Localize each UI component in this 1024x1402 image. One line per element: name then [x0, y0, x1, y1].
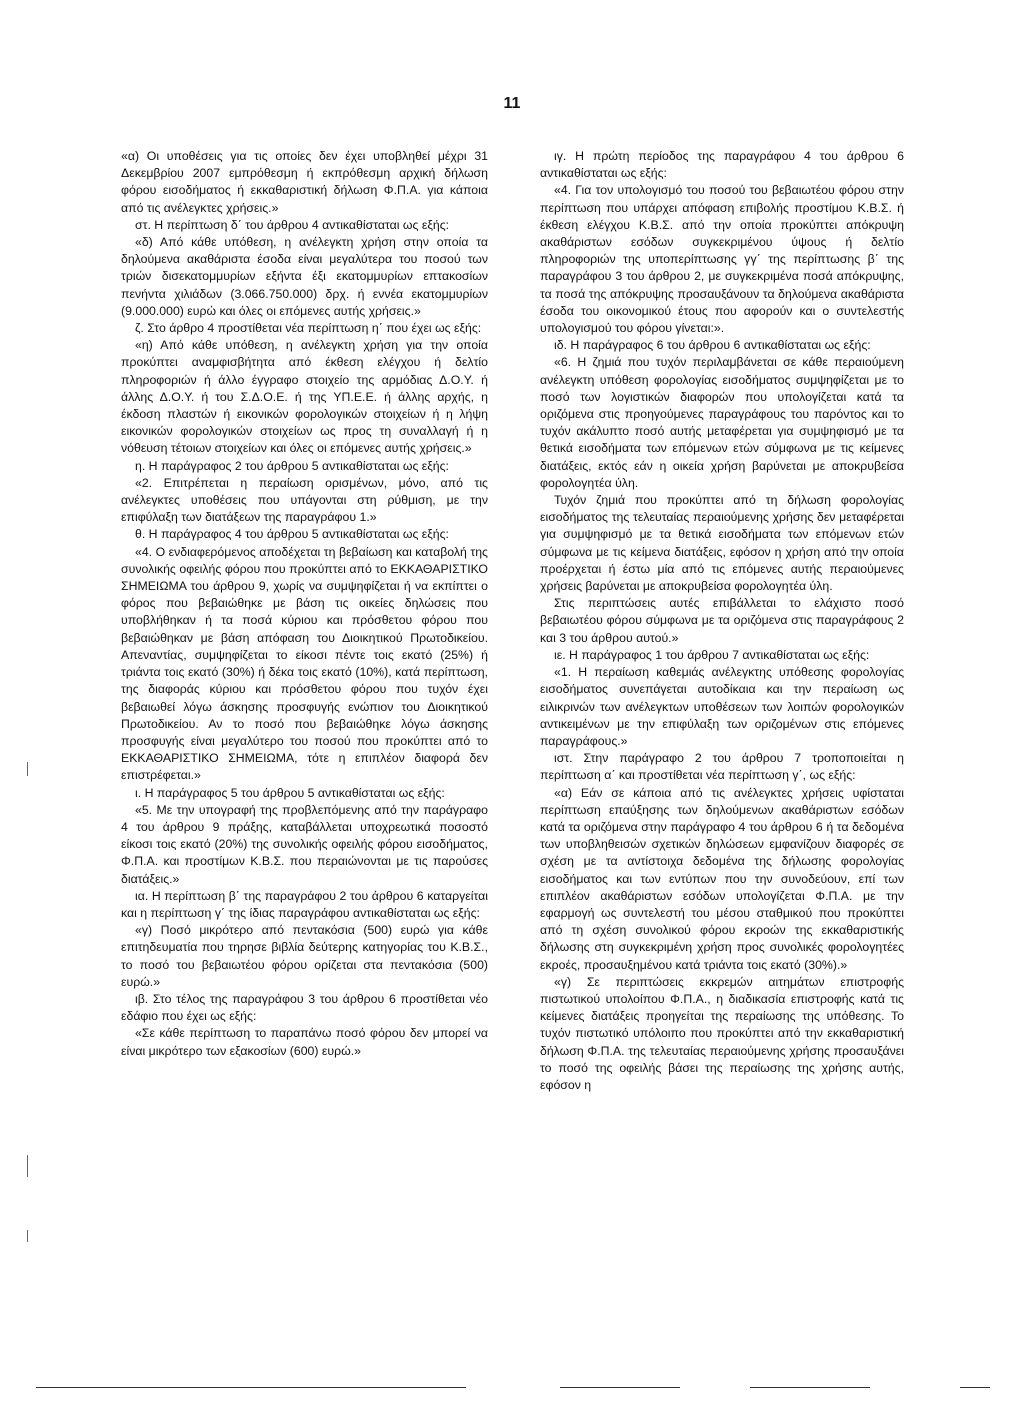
paragraph: θ. Η παράγραφος 4 του άρθρου 5 αντικαθίσταται ως εξής: — [135, 527, 449, 542]
paragraph: «γ) Σε περιπτώσεις εκκρεμών αιτημάτων επιστροφής πιστωτικού υπολοίπου Φ.Π.Α., η διαδικασία επιστροφής κατά τις κείμενες διατάξεις προηγείται της περαίωσης της υπόθεσης. Το τυχόν πιστωτικό υπόλοιπο που προκύπτει από την εκκαθαριστική δήλωση Φ.Π.Α. της τελευταίας περαιούμενης χρήσης προσαυξάνει το ποσό της οφειλής βάσει της περαίωσης της χρήσης αυτής, εφόσον η — [540, 974, 904, 1092]
paragraph: στ. Η περίπτωση δ΄ του άρθρου 4 αντικαθίσταται ως εξής: — [135, 217, 450, 232]
scan-mark — [27, 762, 28, 776]
paragraph: «α) Εάν σε κάποια από τις ανέλεγκτες χρήσεις υφίσταται περίπτωση επαύξησης των δηλούμενων ακαθάριστων εσόδων κατά τα οριζόμενα στην παράγραφο 4 του άρθρου 6 ή τα δεδομένα των υποβληθεισών σχετικών δηλώσεων εμφανίζουν διαφορές σε σχέση με τα αντίστοιχα δεδομένα της δήλωσης φορολογίας εισοδήματος και των εντύπων που την συνοδεύουν, επί των επιπλέον ακαθάριστων εσόδων υπολογίζεται Φ.Π.Α. με την εφαρμογή ως συντελεστή του μέσου σταθμικού που προκύπτει από τη σχέση συνολικού φόρου εκροών της εκκαθαριστικής δήλωσης στη συγκεκριμένη χρήση προς συνολικές φορολογητέες εκροές, προσαυξημένου κατά τριάντα τοις εκατό (30%).» — [540, 785, 904, 972]
footer-rule — [750, 1387, 870, 1388]
footer-rule — [560, 1387, 680, 1388]
paragraph: ια. Η περίπτωση β΄ της παραγράφου 2 του άρθρου 6 καταργείται και η περίπτωση γ΄ της ίδιας παραγράφου αντικαθίσταται ως εξής: — [121, 888, 488, 920]
paragraph: «α) Οι υποθέσεις για τις οποίες δεν έχει υποβληθεί μέχρι 31 Δεκεμβρίου 2007 εμπρόθεσμη ή εκπρόθεσμη αρχική δήλωση φόρου εισοδήματος ή εκκαθαριστική δήλωση Φ.Π.Α. για κάποια από τις ανέλεγκτες χρήσεις.» — [121, 149, 488, 215]
paragraph: Τυχόν ζημιά που προκύπτει από τη δήλωση φορολογίας εισοδήματος της τελευταίας περαιούμενης χρήσης δεν μεταφέρεται για συμψηφισμό με τα θετικά εισοδήματα των επόμενων ετών σύμφωνα με τις κείμενα διατάξεις, εφόσον η χρήση από την οποία προέρχεται ή έστω μία από τις επόμενες αυτής περαιούμενες χρήσεις βαρύνεται με αποκρυβείσα φορολογητέα ύλη. — [540, 493, 904, 594]
scan-mark — [27, 1155, 28, 1177]
paragraph: η. Η παράγραφος 2 του άρθρου 5 αντικαθίσταται ως εξής: — [135, 458, 449, 473]
paragraph: «γ) Ποσό μικρότερο από πεντακόσια (500) ευρώ για κάθε επιτηδευματία που τηρησε βιβλία δεύτερης κατηγορίας του Κ.Β.Σ., το ποσό του βεβαιωτέου φόρου ορίζεται στα πεντακόσια (500) ευρώ.» — [121, 923, 488, 989]
paragraph: «δ) Από κάθε υπόθεση, η ανέλεγκτη χρήση στην οποία τα δηλούμενα ακαθάριστα έσοδα είναι μεγαλύτερα του ποσού των τριών δισεκατομμυρίων εξήντα έξι εκατομμυρίων επτακοσίων πενήντα χιλιάδων (3.066.750.000) δρχ. ή εννέα εκατομμυρίων (9.000.000) ευρώ και όλες οι επόμενες αυτής χρήσεις.» — [121, 235, 488, 318]
paragraph: «Σε κάθε περίπτωση το παραπάνω ποσό φόρου δεν μπορεί να είναι μικρότερο των εξακοσίων (600) ευρώ.» — [121, 1026, 488, 1058]
right-column — [540, 148, 904, 1094]
paragraph: ιβ. Στο τέλος της παραγράφου 3 του άρθρου 6 προστίθεται νέο εδάφιο που έχει ως εξής: — [121, 991, 488, 1024]
footer-rule — [36, 1387, 466, 1388]
paragraph: Στις περιπτώσεις αυτές επιβάλλεται το ελάχιστο ποσό βεβαιωτέου φόρου σύμφωνα με τα οριζόμενα στις παραγράφους 2 και 3 του άρθρου αυτού.» — [540, 596, 904, 645]
paragraph: «6. Η ζημιά που τυχόν περιλαμβάνεται σε κάθε περαιούμενη ανέλεγκτη υπόθεση φορολογίας εισοδήματος συμψηφίζεται με το ποσό των λογιστικών διαφορών που υπολογίζεται κατά τα οριζόμενα στις προηγούμενες παραγράφους του παρόντος και το τυχόν ακάλυπτο ποσό αυτής μεταφέρεται για συμψηφισμό με τα θετικά εισοδήματα των επόμενων ετών σύμφωνα με τις κείμενες διατάξεις, εκτός εάν η οικεία χρήση βαρύνεται με αποκρυβείσα φορολογητέα ύλη. — [540, 355, 904, 490]
paragraph: ιδ. Η παράγραφος 6 του άρθρου 6 αντικαθίσταται ως εξής: — [554, 338, 871, 353]
paragraph: ιστ. Στην παράγραφο 2 του άρθρου 7 τροποποιείται η περίπτωση α΄ και προστίθεται νέα περίπτωση γ΄, ως εξής: — [540, 751, 904, 783]
paragraph: «1. Η περαίωση καθεμιάς ανέλεγκτης υπόθεσης φορολογίας εισοδήματος συνεπάγεται αυτοδίκαια και την περαίωση ως ειλικρινών των ανέλεγκτων υποθέσεων των λοιπών φορολογικών αντικειμένων με την επιφύλαξη των οριζομένων στις επόμενες παραγράφους.» — [540, 665, 904, 748]
paragraph: ιε. Η παράγραφος 1 του άρθρου 7 αντικαθίσταται ως εξής: — [554, 647, 870, 662]
page-number: 11 — [503, 95, 521, 112]
paragraph: «4. Για τον υπολογισμό του ποσού του βεβαιωτέου φόρου στην περίπτωση που υπάρχει απόφαση επιβολής προστίμου Κ.Β.Σ. ή έκθεση ελέγχου Κ.Β.Σ. από την οποία προκύπτει απόκρυψη ακαθάριστων εσόδων συγκεκριμένου ύψους ή δελτίο πληροφοριών της υποπερίπτωσης γγ΄ της περίπτωσης β΄ της παραγράφου 3 του άρθρου 2, με συγκεκριμένα ποσά απόκρυψης, τα ποσά της απόκρυψης προσαυξάνουν τα δηλούμενα ακαθάριστα έσοδα του οικονομικού έτους που αφορούν και ο συντελεστής υπολογισμού του φόρου γίνεται:». — [540, 183, 904, 336]
paragraph: ιγ. Η πρώτη περίοδος της παραγράφου 4 του άρθρου 6 αντικαθίσταται ως εξής: — [540, 149, 904, 181]
paragraph: ζ. Στο άρθρο 4 προστίθεται νέα περίπτωση η΄ που έχει ως εξής: — [135, 321, 482, 336]
paragraph: ι. Η παράγραφος 5 του άρθρου 5 αντικαθίσταται ως εξής: — [135, 785, 445, 800]
scan-mark — [27, 1230, 28, 1242]
left-column — [121, 148, 488, 1060]
footer-rule — [960, 1387, 990, 1388]
paragraph: «4. Ο ενδιαφερόμενος αποδέχεται τη βεβαίωση και καταβολή της συνολικής οφειλής φόρου που προκύπτει από το ΕΚΚΑΘΑΡΙΣΤΙΚΟ ΣΗΜΕΙΩΜΑ του άρθρου 9, χωρίς να συμψηφίζεται ή να εκπίπτει ο φόρος που βεβαιώθηκε με βάση τις οικείες δηλώσεις που υποβλήθηκαν ή τα ποσά κύριου και πρόσθετου φόρου που βεβαιώθηκαν με βάση απόφαση του Διοικητικού Πρωτοδικείου. Απεναντίας, συμψηφίζεται το είκοσι πέντε τοις εκατό (25%) ή τριάντα τοις εκατό (30%) ή δέκα τοις εκατό (10%), κατά περίπτωση, της διαφοράς κύριου και πρόσθετου φόρου που τυχόν έχει βεβαιωθεί λόγω άσκησης προσφυγής ενώπιον του Διοικητικού Πρωτοδικείου. Αν το ποσό που βεβαιώθηκε λόγω άσκησης προσφυγής είναι μεγαλύτερο του ποσού που προκύπτει από το ΕΚΚΑΘΑΡΙΣΤΙΚΟ ΣΗΜΕΙΩΜΑ, τότε η επιπλέον διαφορά δεν επιστρέφεται.» — [121, 544, 488, 783]
paragraph: «η) Από κάθε υπόθεση, η ανέλεγκτη χρήση για την οποία προκύπτει αναμφισβήτητα από έκθεση ελέγχου ή δελτίο πληροφοριών ή άλλο έγγραφο στοιχείο της αρμόδιας Δ.Ο.Υ. ή άλλης Δ.Ο.Υ. ή του Σ.Δ.Ο.Ε. ή της ΥΠ.Ε.Ε. ή άλλης αρχής, η έκδοση πλαστών ή εικονικών φορολογικών στοιχείων ή η λήψη εικονικών φορολογικών στοιχείων ως προς τη συναλλαγή ή η νόθευση τέτοιων στοιχείων και όλες οι επόμενες αυτής χρήσεις.» — [121, 338, 488, 456]
paragraph: «2. Επιτρέπεται η περαίωση ορισμένων, μόνο, από τις ανέλεγκτες υποθέσεις που υπάγονται στη ρύθμιση, με την επιφύλαξη των διατάξεων της παραγράφου 1.» — [121, 475, 488, 525]
paragraph: «5. Με την υπογραφή της προβλεπόμενης από την παράγραφο 4 του άρθρου 9 πράξης, καταβάλλεται υποχρεωτικά ποσοστό είκοσι τοις εκατό (20%) της συνολικής οφειλής φόρου εισοδήματος, Φ.Π.Α. και προστίμων Κ.Β.Σ. που περαιώνονται με τις παρούσες διατάξεις.» — [121, 802, 488, 886]
